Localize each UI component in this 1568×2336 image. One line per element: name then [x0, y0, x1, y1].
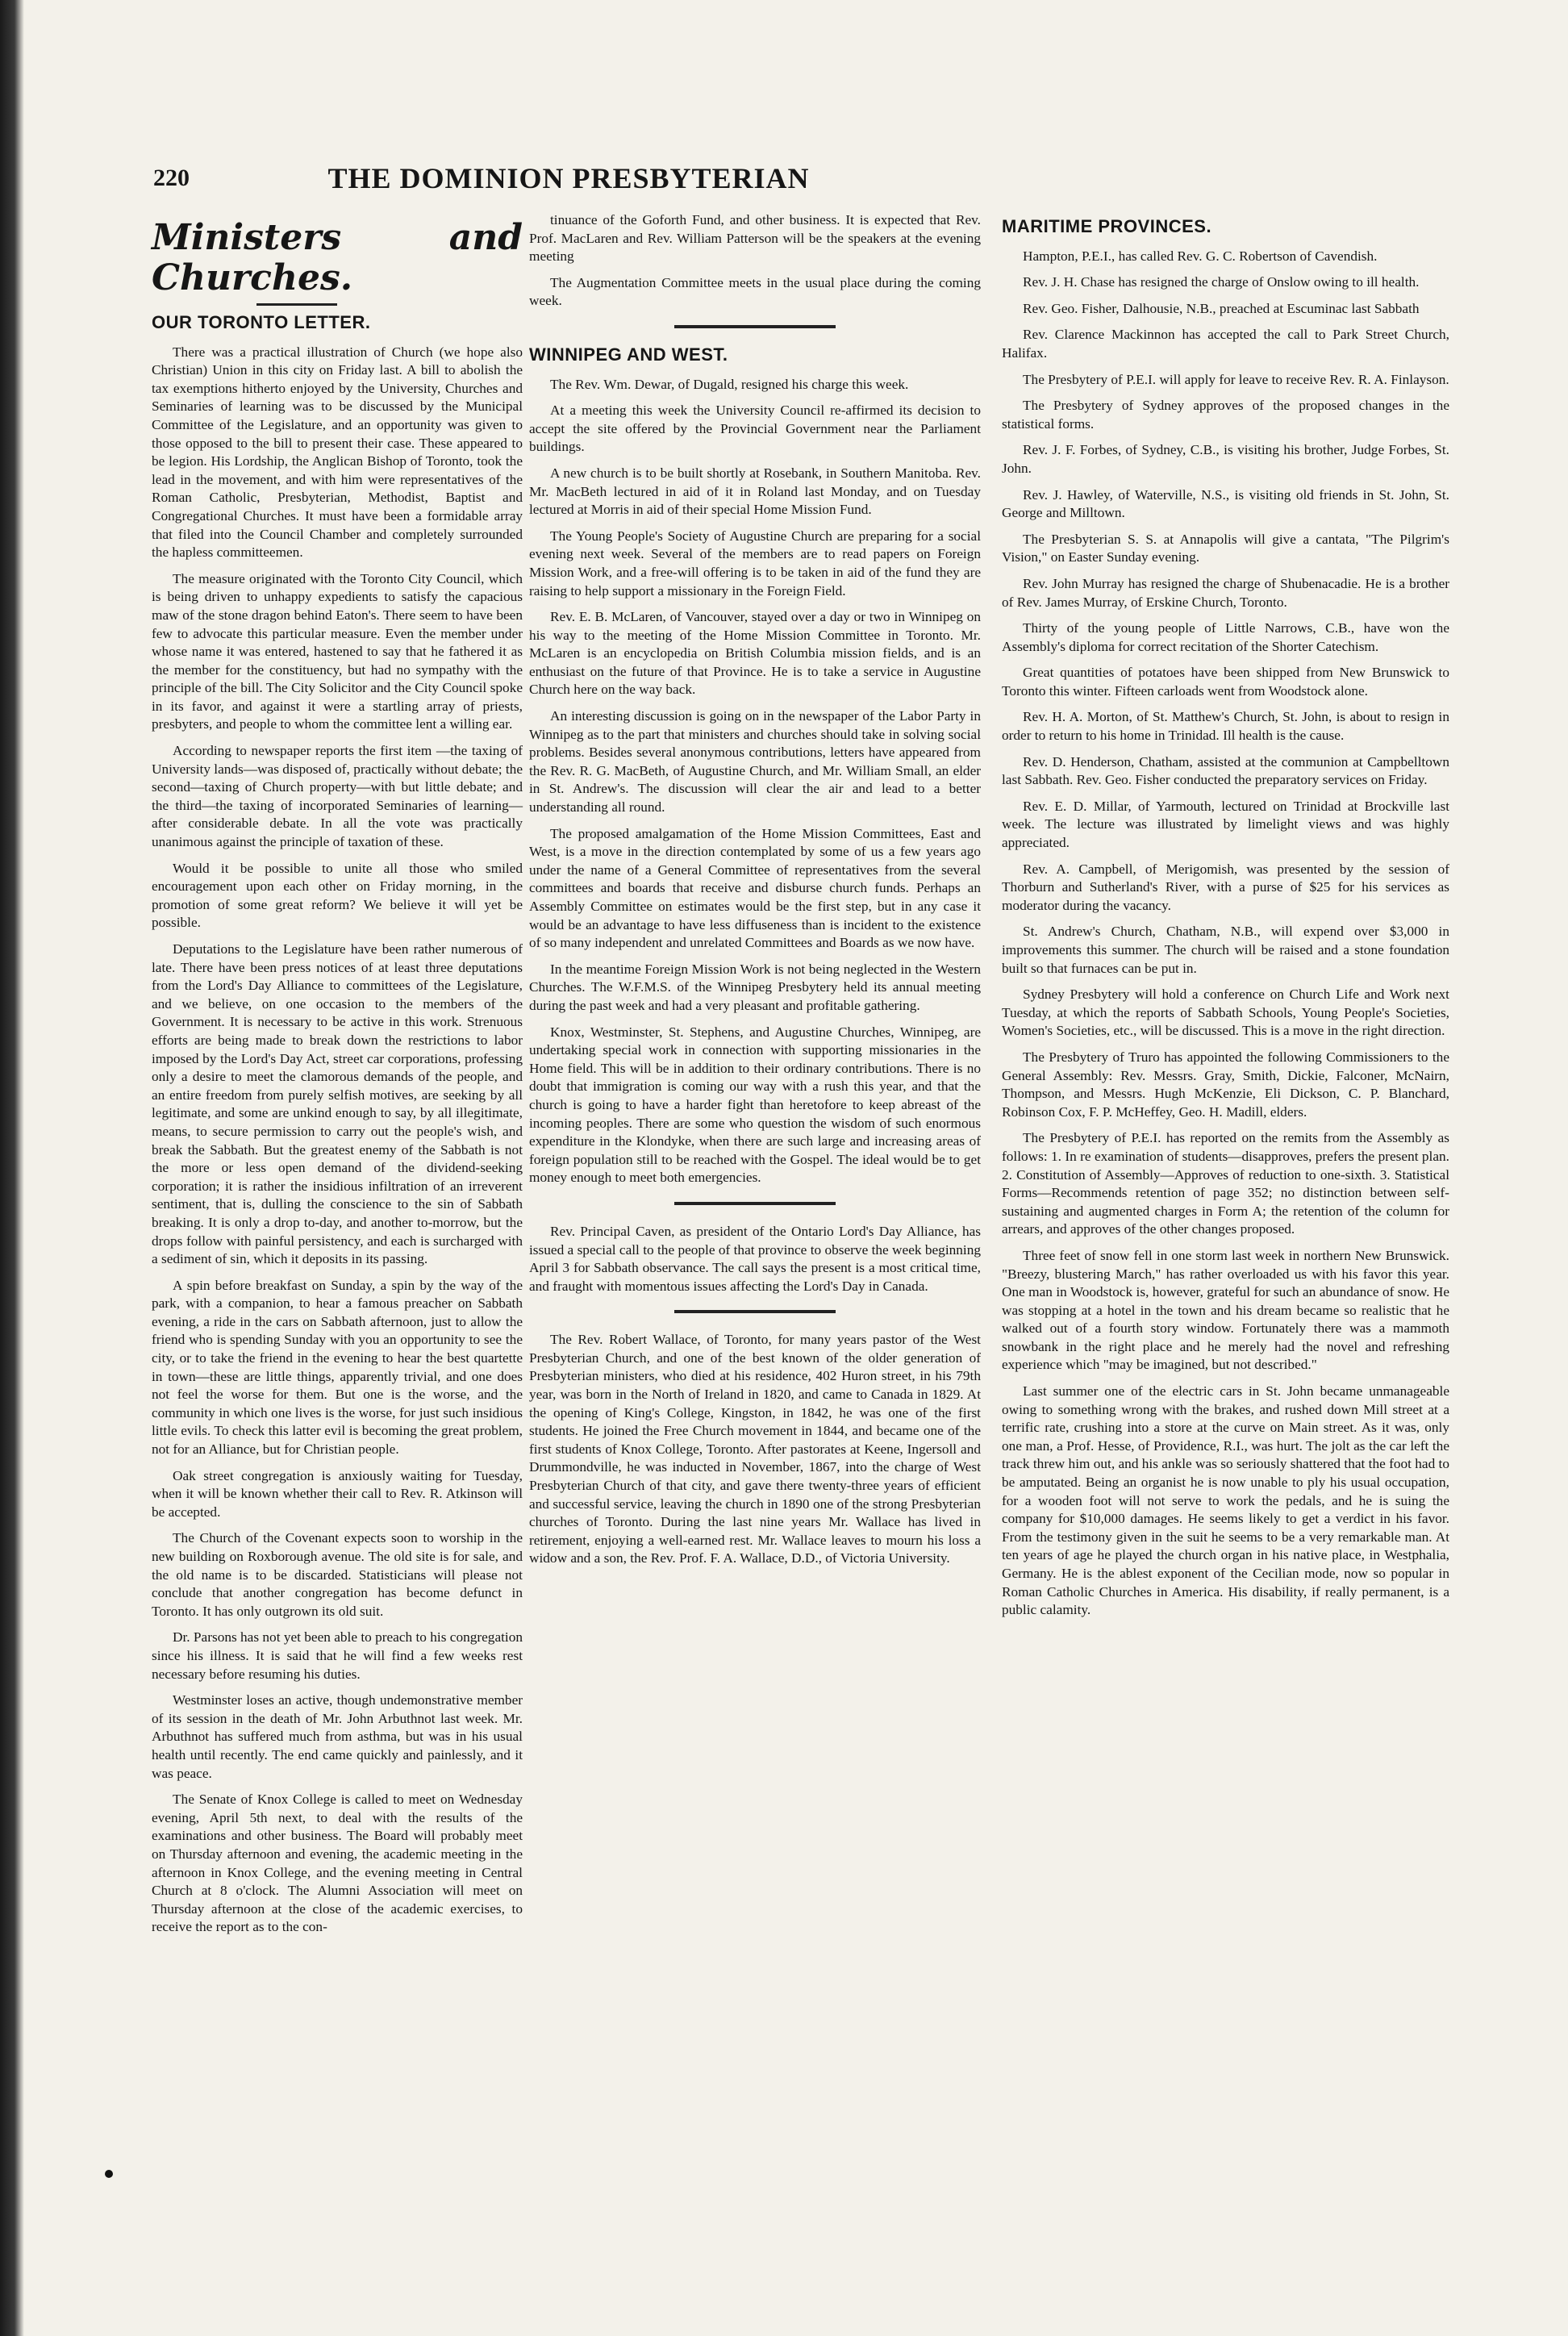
- paragraph: Great quantities of potatoes have been shipped from New Brunswick to Toronto this winter. Fifteen carloads went from Woodstock alone.: [1002, 665, 1449, 699]
- toronto-letter-body: [152, 344, 523, 1937]
- paragraph: The Presbytery of Truro has appointed the following Commissioners to the General Assembly: Rev. Messrs. Gray, Smith, Dickie, Falconer, McNairn, Thompson, and Messrs. Hugh McKenzie, Eli Dickson, C. P. Blanchard, Robinson Cox, F. P. McHeffey, Geo. H. Madill, elders.: [1002, 1049, 1449, 1120]
- page-header: [153, 161, 984, 210]
- paragraph: The Presbytery of Sydney approves of the proposed changes in the statistical forms.: [1002, 398, 1449, 432]
- subheading-toronto-letter: OUR TORONTO LETTER.: [152, 312, 371, 332]
- winnipeg-body: [529, 376, 981, 1187]
- paragraph: Rev. Clarence Mackinnon has accepted the call to Park Street Church, Halifax.: [1002, 327, 1449, 361]
- column-3: [1002, 211, 1449, 1628]
- separator-rule: [674, 1202, 836, 1205]
- paragraph: The Presbytery of P.E.I. will apply for leave to receive Rev. R. A. Finlayson.: [1023, 371, 1449, 387]
- paragraph: A new church is to be built shortly at Rosebank, in Southern Manitoba. Rev. Mr. MacBeth lectured in aid of it in Roland last Monday, and on Tuesday lectured at Morris in aid of their special Home Mission Fund.: [529, 465, 981, 518]
- paragraph: The Augmentation Committee meets in the usual place during the coming week.: [529, 274, 981, 309]
- paragraph: The Presbytery of P.E.I. has reported on the remits from the Assembly as follows: 1. In re examination of students—disapproves, prefers the present plan. 2. Constitution of Assembly—Approves of reduction to one-sixth. 3. Statistical Forms—Recommends retention of page 352; no distinction between self-sustaining and augmented charges in Form A; the retention of the column for arrears, and approves of the other changes proposed.: [1002, 1130, 1449, 1237]
- paragraph: Would it be possible to unite all those who smiled encouragement upon each other on Friday morning, in the promotion of some great reform? We believe it will yet be possible.: [152, 860, 523, 931]
- paragraph: The measure originated with the Toronto City Council, which is being driven to unhappy expedients to satisfy the capacious maw of the stone dragon behind Eaton's. There seem to have been few to advocate this particular measure. Even the member under whose name it was entered, hastened to say that he fathered it as the member for the constituency, but had no sympathy with the principle of the bill. The City Solicitor and the City Council spoke in its favor, and against it were a startling array of priests, presbyters, and people to whom the committee lent a willing ear.: [152, 570, 523, 732]
- maritime-body: [1002, 248, 1449, 1620]
- continued-text: [529, 211, 981, 311]
- paragraph: Thirty of the young people of Little Narrows, C.B., have won the Assembly's diploma for correct recitation of the Shorter Catechism.: [1002, 620, 1449, 654]
- caven-notice: Rev. Principal Caven, as president of the Ontario Lord's Day Alliance, has issued a special call to the people of that province to observe the week beginning April 3 for Sabbath observance. The call says the present is a most critical time, and fraught with momentous issues affecting the Lord's Day in Canada.: [529, 1223, 981, 1294]
- paragraph: The Presbyterian S. S. at Annapolis will give a cantata, "The Pilgrim's Vision," on Easter Sunday evening.: [1002, 531, 1449, 565]
- paragraph: tinuance of the Goforth Fund, and other business. It is expected that Rev. Prof. MacLaren and Rev. William Patterson will be the speakers at the evening meeting: [529, 212, 981, 265]
- paragraph: According to newspaper reports the first item —the taxing of University lands—was disposed of, practically without debate; the second—taxing of Church property—with but little debate; and the third—the taxing of incorporated Seminaries of learning—after considerable debate. In all the vote was practically unanimous against the principle of taxation of these.: [152, 743, 523, 850]
- paragraph: There was a practical illustration of Church (we hope also Christian) Union in this city on Friday last. A bill to abolish the tax exemptions hitherto enjoyed by the University, Churches and Seminaries of learning was to be discussed by the Municipal Committee of the Legislature, and an opportunity was given to those opposed to the bill to present their case. These appeared to be legion. His Lordship, the Anglican Bishop of Toronto, took the lead in the movement, and with him were representatives of the Roman Catholic, Presbyterian, Methodist, Baptist and Congregational Churches. It must have been a formidable array that filed into the Council Chamber and completely surrounded the hapless committeemen.: [152, 344, 523, 561]
- paragraph: Rev. D. Henderson, Chatham, assisted at the communion at Campbelltown last Sabbath. Rev. Geo. Fisher conducted the preparatory services on Friday.: [1002, 753, 1449, 788]
- paragraph: Rev. Geo. Fisher, Dalhousie, N.B., preached at Escuminac last Sabbath: [1023, 300, 1420, 316]
- paragraph: The Young People's Society of Augustine Church are preparing for a social evening next week. Several of the members are to read papers on Foreign Mission Work, and a free-will offering is to be taken in aid of the fund they are raising to help support a missionary in the Foreign Field.: [529, 528, 981, 599]
- paragraph: The Rev. Wm. Dewar, of Dugald, resigned his charge this week.: [550, 376, 909, 392]
- paragraph: The Senate of Knox College is called to meet on Wednesday evening, April 5th next, to deal with the results of the examinations and other business. The Board will probably meet on Thursday afternoon and evening, the academic meeting in the afternoon in Knox College, and the evening meeting in Central Church at 8 o'clock. The Alumni Association will meet on Thursday afternoon at the close of the academic exercises, to receive the report as to the con-: [152, 1792, 523, 1935]
- margin-dot: [105, 2170, 113, 2178]
- section-heading-maritime: MARITIME PROVINCES.: [1002, 216, 1212, 236]
- paragraph: Rev. E. D. Millar, of Yarmouth, lectured on Trinidad at Brockville last week. The lecture was illustrated by limelight views and was highly appreciated.: [1002, 798, 1449, 851]
- section-heading-winnipeg: WINNIPEG AND WEST.: [529, 344, 728, 365]
- paragraph: In the meantime Foreign Mission Work is not being neglected in the Western Churches. The W.F.M.S. of the Winnipeg Presbytery held its annual meeting during the past week and had a very pleasant and profitable gathering.: [529, 961, 981, 1013]
- paragraph: Rev. J. Hawley, of Waterville, N.S., is visiting old friends in St. John, St. George and Milltown.: [1002, 486, 1449, 521]
- paragraph: Knox, Westminster, St. Stephens, and Augustine Churches, Winnipeg, are undertaking special work in connection with supporting missionaries in the Home field. This will be in addition to their ordinary contributions. There is no doubt that immigration is coming our way with a rush this year, and that the church is going to have a harder fight than heretofore to keep abreast of the incoming peoples. There are some who question the wisdom of such enormous expenditure in the Klondyke, when there are such large and increasing areas of foreign population still to be reached with the Gospel. The ideal would be to get money enough to meet both emergencies.: [529, 1024, 981, 1186]
- paragraph: Dr. Parsons has not yet been able to preach to his congregation since his illness. It is said that he will find a few weeks rest necessary before resuming his duties.: [152, 1629, 523, 1682]
- paragraph: Three feet of snow fell in one storm last week in northern New Brunswick. "Breezy, blustering March," has rather overloaded us with his favor this year. One man in Woodstock is, however, grateful for such an abundance of snow. He was stopping at a hotel in the town and his dream became so realistic that he walked out of a fourth story window. Fortunately there was a mammoth snowbank in the right place and he merely had the novel and refreshing experience which "may be imagined, but not described.": [1002, 1247, 1449, 1373]
- paragraph: A spin before breakfast on Sunday, a spin by the way of the park, with a companion, to hear a famous preacher on Sabbath evening, a ride in the cars on Sabbath afternoon, just to allow the friend who is spending Sunday with you an opportunity to see the city, or to take the friend in the evening to hear the best quartette in town—these are little things, apparently trivial, and one does not feel the worse for them. But one is the worse, and the community in which one lives is the worse, for just such insidious little evils. To check this latter evil is becoming the great problem, not for an Alliance, but for Christian people.: [152, 1277, 523, 1458]
- paragraph: Deputations to the Legislature have been rather numerous of late. There have been press notices of at least three deputations from the Lord's Day Alliance to committees of the Legislature, and we believe, on one occasion to the members of the Government. It is necessary to be active in this work. Strenuous efforts are being made to break down the restrictions to labor imposed by the Lord's Day Act, street car corporations, professing only a desire to meet the clamorous demands of the people, and an entire freedom from purely selfish motives, are seeking by all legitimate, and some are unkind enough to say, by all illegitimate, means, to secure permission to carry out the people's wish, and break the Sabbath. But the greatest enemy of the Sabbath is not the more or less open demand of the dividend-seeking corporation; it is rather the insidious infiltration of an irreverent sentiment, that is, dulling the conscience to the sin of Sabbath breaking. It is only a drop to-day, and another to-morrow, but the drops follow with painful persistency, and each is surcharged with a sediment of sin, which it deposits in its passing.: [152, 941, 523, 1267]
- wallace-obituary: The Rev. Robert Wallace, of Toronto, for many years pastor of the West Presbyterian Church, and one of the best known of the older generation of Presbyterian ministers, who died at his residence, 402 Huron street, in his 79th year, was born in the North of Ireland in 1820, and came to Canada in 1829. At the opening of King's College, Kingston, in 1842, he was one of the first students. He joined the Free Church movement in 1844, and became one of the first students of Knox College, Toronto. After pastorates at Keene, Ingersoll and Drummondville, he was inducted in November, 1867, into the charge of West Presbyterian Church of that city, and gave there twenty-three years of efficient and successful service, leaving the church in 1890 one of the strong Presbyterian churches of Toronto. During the last nine years Mr. Wallace has lived in retirement, enjoying a well-earned rest. Mr. Wallace leaves to mourn his loss a widow and a son, the Rev. Prof. F. A. Wallace, D.D., of Victoria University.: [529, 1332, 981, 1566]
- column-1: [152, 211, 523, 1945]
- paragraph: An interesting discussion is going on in the newspaper of the Labor Party in Winnipeg as to the part that ministers and churches should take in solving social problems. Besides several anonymous contributions, letters have appeared from the Rev. R. G. MacBeth, of Augustine Church, and Mr. William Small, an elder in St. Andrew's. The discussion will clear the air and lead to a better understanding all round.: [529, 708, 981, 816]
- paragraph: Last summer one of the electric cars in St. John became unmanageable owing to something wrong with the brakes, and rushed down Mill street at a terrific rate, crushing into a store at the curve on Main street. As it was, only one man, a Prof. Hesse, of Providence, R.I., was hurt. The jolt as the car left the track threw him out, and his ankle was so seriously shattered that the foot had to be amputated. Being an organist he is now unable to ply his usual occupation, for a wooden foot will not serve to work the pedals, and he is suing the company for $10,000 damages. He seems likely to get a verdict in his favor. From the testimony given in the suit he seems to be a very remarkable man. At ten years of age he played the church organ in his native place, in Westphalia, Germany. He is the ablest exponent of the Cecilian mode, now so popular in Roman Catholic Churches in America. His disability, if really permanent, is a public calamity.: [1002, 1383, 1449, 1618]
- paragraph: The proposed amalgamation of the Home Mission Committees, East and West, is a move in the direction contemplated by some of us a few years ago under the name of a General Committee of representatives from the several committees and boards that receive and disburse church funds. Perhaps an Assembly Committee on estimates would be the first step, but in any case it would be an advantage to have less diffuseness than is incident to the existence of so many independent and unrelated Committees and Boards as we now have.: [529, 825, 981, 951]
- paragraph: Sydney Presbytery will hold a conference on Church Life and Work next Tuesday, at which the reports of Sabbath Schools, Young People's Societies, Women's Societies, etc., will be discussed. This is a move in the right direction.: [1002, 987, 1449, 1039]
- paragraph: Rev. J. F. Forbes, of Sydney, C.B., is visiting his brother, Judge Forbes, St. John.: [1002, 442, 1449, 476]
- paragraph: Westminster loses an active, though undemonstrative member of its session in the death of Mr. John Arbuthnot last week. Mr. Arbuthnot has suffered much from asthma, but was in his usual health until recently. The end came quickly and painlessly, and it was peace.: [152, 1692, 523, 1781]
- paragraph: Rev. E. B. McLaren, of Vancouver, stayed over a day or two in Winnipeg on his way to the meeting of the Home Mission Committee in Toronto. Mr. McLaren is an encyclopedia on British Columbia mission fields, and is an enthusiast on the future of that Province. He is to take a service in Augustine Church here on the way back.: [529, 609, 981, 698]
- paragraph: Rev. H. A. Morton, of St. Matthew's Church, St. John, is about to resign in order to return to his home in Trinidad. Ill health is the cause.: [1002, 709, 1449, 744]
- page-number: 220: [153, 165, 190, 191]
- publication-title: THE DOMINION PRESBYTERIAN: [327, 162, 810, 194]
- paragraph: At a meeting this week the University Council re-affirmed its decision to accept the site offered by the Provincial Government near the Parliament buildings.: [529, 403, 981, 455]
- binding-edge: [0, 0, 24, 2336]
- paragraph: Rev. J. H. Chase has resigned the charge of Onslow owing to ill health.: [1023, 274, 1420, 290]
- heading-rule: [256, 303, 337, 306]
- separator-rule: [674, 325, 836, 328]
- column-2: [529, 211, 981, 1576]
- paragraph: Rev. A. Campbell, of Merigomish, was presented by the session of Thorburn and Sutherland's River, with a purse of $25 for his services as moderator during the vacancy.: [1002, 861, 1449, 913]
- paragraph: Rev. John Murray has resigned the charge of Shubenacadie. He is a brother of Rev. James Murray, of Erskine Church, Toronto.: [1002, 575, 1449, 610]
- separator-rule: [674, 1310, 836, 1313]
- paragraph: St. Andrew's Church, Chatham, N.B., will expend over $3,000 in improvements this summer. The church will be raised and a stone foundation built so that furnaces can be put in.: [1002, 924, 1449, 976]
- paragraph: Hampton, P.E.I., has called Rev. G. C. Robertson of Cavendish.: [1023, 248, 1378, 264]
- section-heading-ministers: Ministers and Churches.: [152, 217, 523, 298]
- paragraph: Oak street congregation is anxiously waiting for Tuesday, when it will be known whether their call to Rev. R. Atkinson will be accepted.: [152, 1467, 523, 1520]
- paragraph: The Church of the Covenant expects soon to worship in the new building on Roxborough avenue. The old site is for sale, and the old name is to be discarded. Statisticians will please not conclude that another congregation has become defunct in Toronto. It has only outgrown its old suit.: [152, 1530, 523, 1619]
